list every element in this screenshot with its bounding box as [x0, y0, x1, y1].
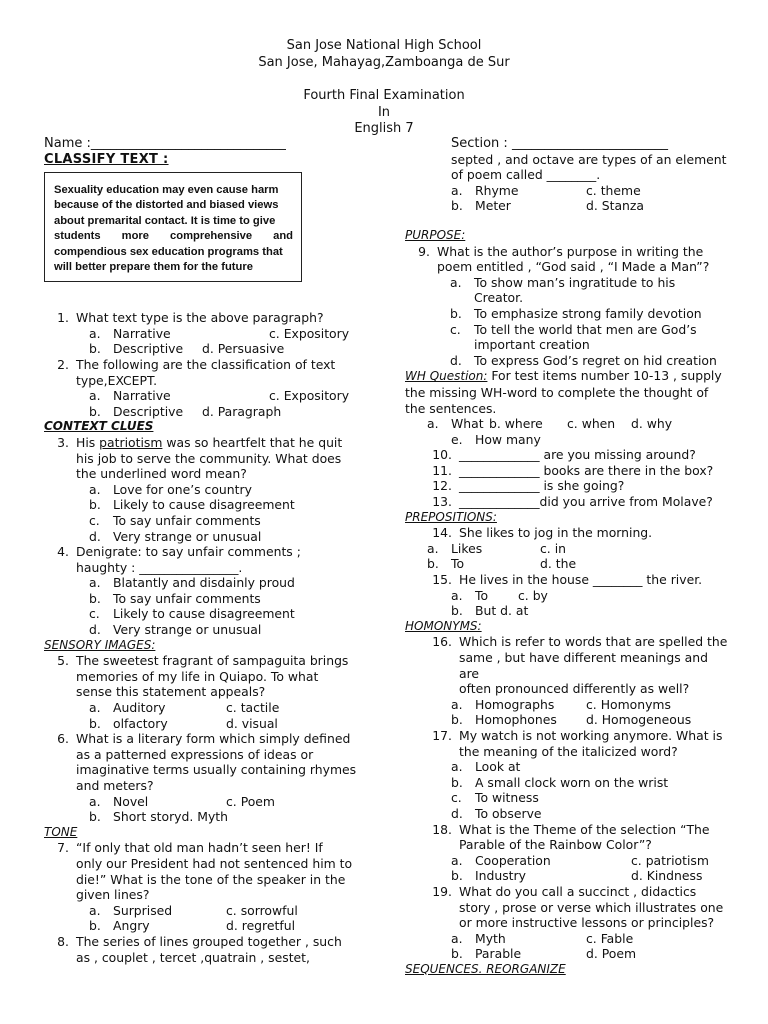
passage-line: because of the distorted and biased views	[54, 199, 279, 212]
q3-options: a. Love for one’s country b. Likely to cause disagreement c. To say unfair comments d. Very strange or unusual	[89, 481, 295, 544]
q1-options-bd: b. Descriptive d. Persuasive	[89, 341, 285, 357]
q6-options-bd: b. Short storyd. Myth	[89, 809, 228, 825]
q15-options-ac: a. To c. by	[451, 587, 548, 603]
q2-options-ac: a. Narrative c. Expository	[89, 388, 350, 404]
q19-options-bd: b. Parable d. Poem	[451, 946, 637, 962]
q17-options: a. Look at b. A small clock worn on the wrist c. To witness d. To observe	[451, 759, 669, 821]
q5-options-bd: b. olfactory d. visual	[89, 715, 278, 731]
question-15: 15. He lives in the house ________ the river.	[432, 572, 703, 588]
sequences-heading: SEQUENCES. REORGANIZE	[405, 961, 566, 976]
q6-options-ac: a. Novel c. Poem	[89, 793, 275, 809]
question-12: 12. _____________ is she going?	[432, 478, 625, 494]
school-name: San Jose National High School	[286, 38, 482, 53]
wh-option-e: e. How many	[451, 431, 541, 447]
question-5: 5. The sweetest fragrant of sampaguita brings memories of my life in Quiapo. To what sense this statement appeals?	[57, 653, 349, 700]
name-field-label: Name :______________________________	[44, 136, 286, 151]
wh-options: a. What b. where c. when d. why	[427, 416, 673, 432]
school-address: San Jose, Mahayag,Zamboanga de Sur	[258, 54, 510, 70]
q14-options-bd: b. To d. the	[427, 556, 577, 572]
exam-subject: English 7	[354, 121, 414, 136]
question-8: 8. The series of lines grouped together , such as , couplet , tercet ,quatrain , sestet,	[57, 933, 342, 965]
exam-header	[0, 38, 768, 138]
q19-options-ac: a. Myth c. Fable	[451, 930, 634, 946]
q16-options-ac: a. Homographs c. Homonyms	[451, 696, 671, 712]
q8-continued: septed , and octave are types of an element of poem called ________.	[451, 151, 727, 183]
exam-in: In	[377, 104, 391, 120]
question-4: 4. Denigrate: to say unfair comments ; haughty : ________________.	[57, 544, 301, 575]
q1-options-ac: a. Narrative c. Expository	[89, 325, 350, 341]
q7-options-bd: b. Angry d. regretful	[89, 918, 296, 934]
classify-text-heading: CLASSIFY TEXT :	[44, 151, 169, 167]
q14-options-ac: a. Likes c. in	[427, 540, 566, 556]
question-18: 18. What is the Theme of the selection “The Parable of the Rainbow Color”?	[432, 821, 710, 853]
question-10: 10. _____________ are you missing around?	[432, 447, 696, 463]
question-9: 9. What is the author’s purpose in writing the poem entitled , “God said , “I Made a Man”?	[418, 243, 710, 275]
question-14: 14. She likes to jog in the morning.	[432, 525, 653, 541]
question-17: 17. My watch is not working anymore. What is the meaning of the italicized word?	[432, 727, 723, 759]
prepositions-heading: PREPOSITIONS:	[405, 509, 497, 524]
question-19: 19. What do you call a succinct , didactics story , prose or verse which illustrates one or more instructive lessons or principles?	[432, 883, 724, 931]
question-7: 7. “If only that old man hadn’t seen her! If only our President had not sentenced him to die!” What is the tone of the speaker in the given lines?	[57, 840, 353, 903]
passage-line: Sexuality education may even cause harm	[54, 184, 279, 196]
classify-text-passage	[44, 172, 302, 282]
q18-options-bd: b. Industry d. Kindness	[451, 868, 703, 884]
wh-question-instructions: WH Question: For test items number 10-13 , supply the missing WH-word to complete the thought of the sentences.	[405, 368, 722, 416]
q18-options-ac: a. Cooperation c. patriotism	[451, 852, 709, 868]
context-clues-heading: CONTEXT CLUES	[44, 419, 154, 434]
q8-options-ac: a. Rhyme c. theme	[451, 182, 641, 198]
question-3: 3. His patriotism was so heartfelt that he quit his job to serve the community. What does the underlined word mean?	[57, 434, 343, 482]
question-11: 11. _____________ books are there in the box?	[432, 462, 714, 478]
right-column	[405, 136, 731, 977]
question-6: 6. What is a literary form which simply defined as a patterned expressions of ideas or imaginative terms usually containing rhymes and meters?	[57, 731, 357, 793]
q2-options-bd: b. Descriptive d. Paragraph	[89, 403, 282, 419]
passage-line: compendious sex education programs that	[54, 245, 283, 258]
q15-options-bd: b. But d. at	[451, 603, 529, 619]
q9-options: a. To show man’s ingratitude to his Creator. b. To emphasize strong family devotion c. To tell the world that men are God’s important creation d. To express God’s regret on hid creation	[450, 274, 717, 368]
question-1: 1. What text type is the above paragraph?	[57, 310, 324, 326]
homonyms-heading: HOMONYMS:	[405, 618, 482, 633]
q4-options: a. Blatantly and disdainly proud b. To say unfair comments c. Likely to cause disagreement d. Very strange or unusual	[89, 575, 295, 638]
passage-line: will better prepare them for the future	[54, 261, 253, 274]
question-13: 13. _____________did you arrive from Molave?	[432, 494, 713, 510]
passage-line: students more comprehensive and	[54, 230, 293, 243]
tone-heading: TONE	[44, 824, 78, 839]
section-field-label: Section : ________________________	[451, 136, 668, 151]
question-2: 2. The following are the classification of text type,EXCEPT.	[57, 356, 336, 388]
sensory-images-heading: SENSORY IMAGES:	[44, 637, 156, 652]
purpose-heading: PURPOSE:	[405, 227, 466, 242]
question-16: 16. Which is refer to words that are spelled the same , but have different meanings and are often pronounced differently as well?	[432, 634, 728, 697]
passage-line: about premarital contact. It is time to give	[54, 214, 276, 227]
exam-title: Fourth Final Examination	[303, 88, 465, 103]
q8-options-bd: b. Meter d. Stanza	[451, 198, 645, 214]
q7-options-ac: a. Surprised c. sorrowful	[89, 902, 298, 918]
q5-options-ac: a. Auditory c. tactile	[89, 700, 280, 716]
q16-options-bd: b. Homophones d. Homogeneous	[451, 712, 692, 728]
